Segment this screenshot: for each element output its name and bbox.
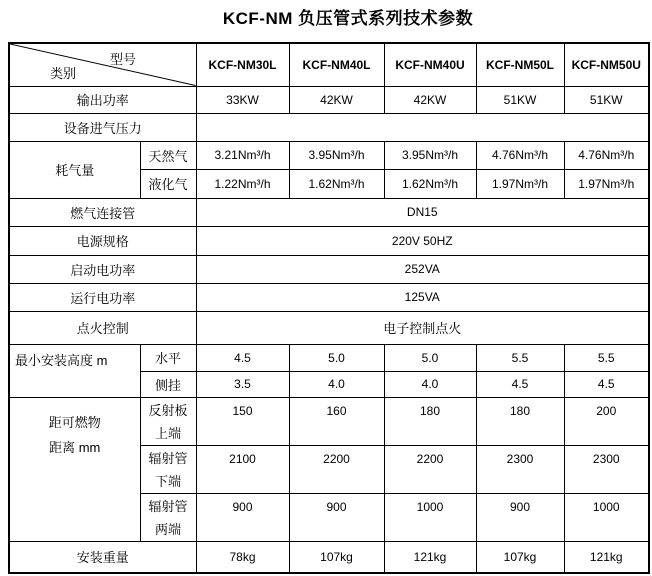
value-cell: 1.22Nm³/h — [196, 169, 289, 198]
model-header: KCF-NM50L — [476, 43, 564, 86]
row-start-power — [9, 255, 649, 283]
value-cell: 1.97Nm³/h — [476, 169, 564, 198]
sub-label: 液化气 — [140, 169, 196, 198]
value-cell: 2200 — [289, 445, 384, 493]
row-label: 最小安装高度 m — [9, 344, 140, 397]
row-label: 输出功率 — [9, 86, 196, 113]
page-title: KCF-NM 负压管式系列技术参数 — [222, 9, 474, 28]
value-cell: 3.95Nm³/h — [289, 141, 384, 169]
value-cell: 900 — [196, 493, 289, 541]
model-header: KCF-NM50U — [564, 43, 649, 86]
value-cell: 3.21Nm³/h — [196, 141, 289, 169]
row-label: 耗气量 — [9, 141, 140, 198]
value-cell: 4.76Nm³/h — [564, 141, 649, 169]
value-cell: 78kg — [196, 541, 289, 573]
value-cell: 4.5 — [564, 371, 649, 397]
sub-label — [140, 493, 196, 541]
value-cell: 121kg — [384, 541, 476, 573]
sub-label: 水平 — [140, 344, 196, 371]
sub-label-line: 反射板 — [148, 402, 188, 418]
value-cell: 1000 — [384, 493, 476, 541]
value-cell-merged — [196, 113, 649, 141]
value-cell: 180 — [476, 397, 564, 445]
value-cell-merged: 220V 50HZ — [196, 226, 649, 255]
row-label-line: 距离 mm — [49, 439, 101, 455]
value-cell: 5.5 — [564, 344, 649, 371]
row-inlet-pressure — [9, 113, 649, 141]
value-cell: 4.5 — [476, 371, 564, 397]
value-cell: 900 — [289, 493, 384, 541]
value-cell: 42KW — [289, 86, 384, 113]
value-cell: 51KW — [476, 86, 564, 113]
value-cell: 42KW — [384, 86, 476, 113]
value-cell-merged: 125VA — [196, 283, 649, 311]
value-cell: 160 — [289, 397, 384, 445]
value-cell-merged: 电子控制点火 — [196, 311, 649, 344]
value-cell: 51KW — [564, 86, 649, 113]
row-label: 点火控制 — [9, 311, 196, 344]
row-output-power — [9, 86, 649, 113]
row-ignition — [9, 311, 649, 344]
value-cell-merged: DN15 — [196, 198, 649, 226]
value-cell: 200 — [564, 397, 649, 445]
row-gas-pipe — [9, 198, 649, 226]
value-cell: 1000 — [564, 493, 649, 541]
sub-label: 天然气 — [140, 141, 196, 169]
value-cell: 1.97Nm³/h — [564, 169, 649, 198]
sub-label — [140, 445, 196, 493]
model-header: KCF-NM40U — [384, 43, 476, 86]
value-cell: 4.76Nm³/h — [476, 141, 564, 169]
value-cell: 5.0 — [289, 344, 384, 371]
value-cell: 33KW — [196, 86, 289, 113]
sub-label: 侧挂 — [140, 371, 196, 397]
row-label: 启动电功率 — [9, 255, 196, 283]
row-label: 设备进气压力 — [9, 113, 196, 141]
corner-label-category: 类别 — [50, 65, 77, 81]
value-cell: 2100 — [196, 445, 289, 493]
row-install-weight — [9, 541, 649, 573]
value-cell: 3.95Nm³/h — [384, 141, 476, 169]
value-cell-merged: 252VA — [196, 255, 649, 283]
value-cell: 3.5 — [196, 371, 289, 397]
value-cell: 2200 — [384, 445, 476, 493]
sub-label-line: 下端 — [154, 473, 181, 489]
row-run-power — [9, 283, 649, 311]
value-cell: 5.5 — [476, 344, 564, 371]
spec-table — [8, 42, 650, 574]
sub-label-line: 辐射管 — [148, 450, 188, 466]
corner-cell — [9, 43, 196, 86]
row-gas-natural — [9, 141, 649, 169]
row-label-line: 距可燃物 — [48, 414, 101, 430]
model-header: KCF-NM40L — [289, 43, 384, 86]
row-height-level — [9, 344, 649, 371]
row-label: 燃气连接管 — [9, 198, 196, 226]
row-label: 电源规格 — [9, 226, 196, 255]
row-dist-reflector-top — [9, 397, 649, 445]
value-cell: 4.0 — [289, 371, 384, 397]
sub-label — [140, 397, 196, 445]
value-cell: 1.62Nm³/h — [289, 169, 384, 198]
row-label: 运行电功率 — [9, 283, 196, 311]
value-cell: 2300 — [564, 445, 649, 493]
value-cell: 4.5 — [196, 344, 289, 371]
value-cell: 1.62Nm³/h — [384, 169, 476, 198]
row-label: 安装重量 — [9, 541, 196, 573]
value-cell: 180 — [384, 397, 476, 445]
value-cell: 121kg — [564, 541, 649, 573]
value-cell: 150 — [196, 397, 289, 445]
sub-label-line: 上端 — [154, 425, 181, 441]
value-cell: 900 — [476, 493, 564, 541]
sub-label-line: 辐射管 — [148, 498, 188, 514]
value-cell: 2300 — [476, 445, 564, 493]
value-cell: 107kg — [289, 541, 384, 573]
diagonal-divider-icon — [10, 44, 196, 86]
row-power-spec — [9, 226, 649, 255]
model-header: KCF-NM30L — [196, 43, 289, 86]
sub-label-line: 两端 — [154, 521, 181, 537]
table-header-row — [9, 43, 649, 86]
row-label — [9, 397, 140, 541]
value-cell: 107kg — [476, 541, 564, 573]
value-cell: 4.0 — [384, 371, 476, 397]
corner-label-model: 型号 — [110, 52, 137, 67]
value-cell: 5.0 — [384, 344, 476, 371]
